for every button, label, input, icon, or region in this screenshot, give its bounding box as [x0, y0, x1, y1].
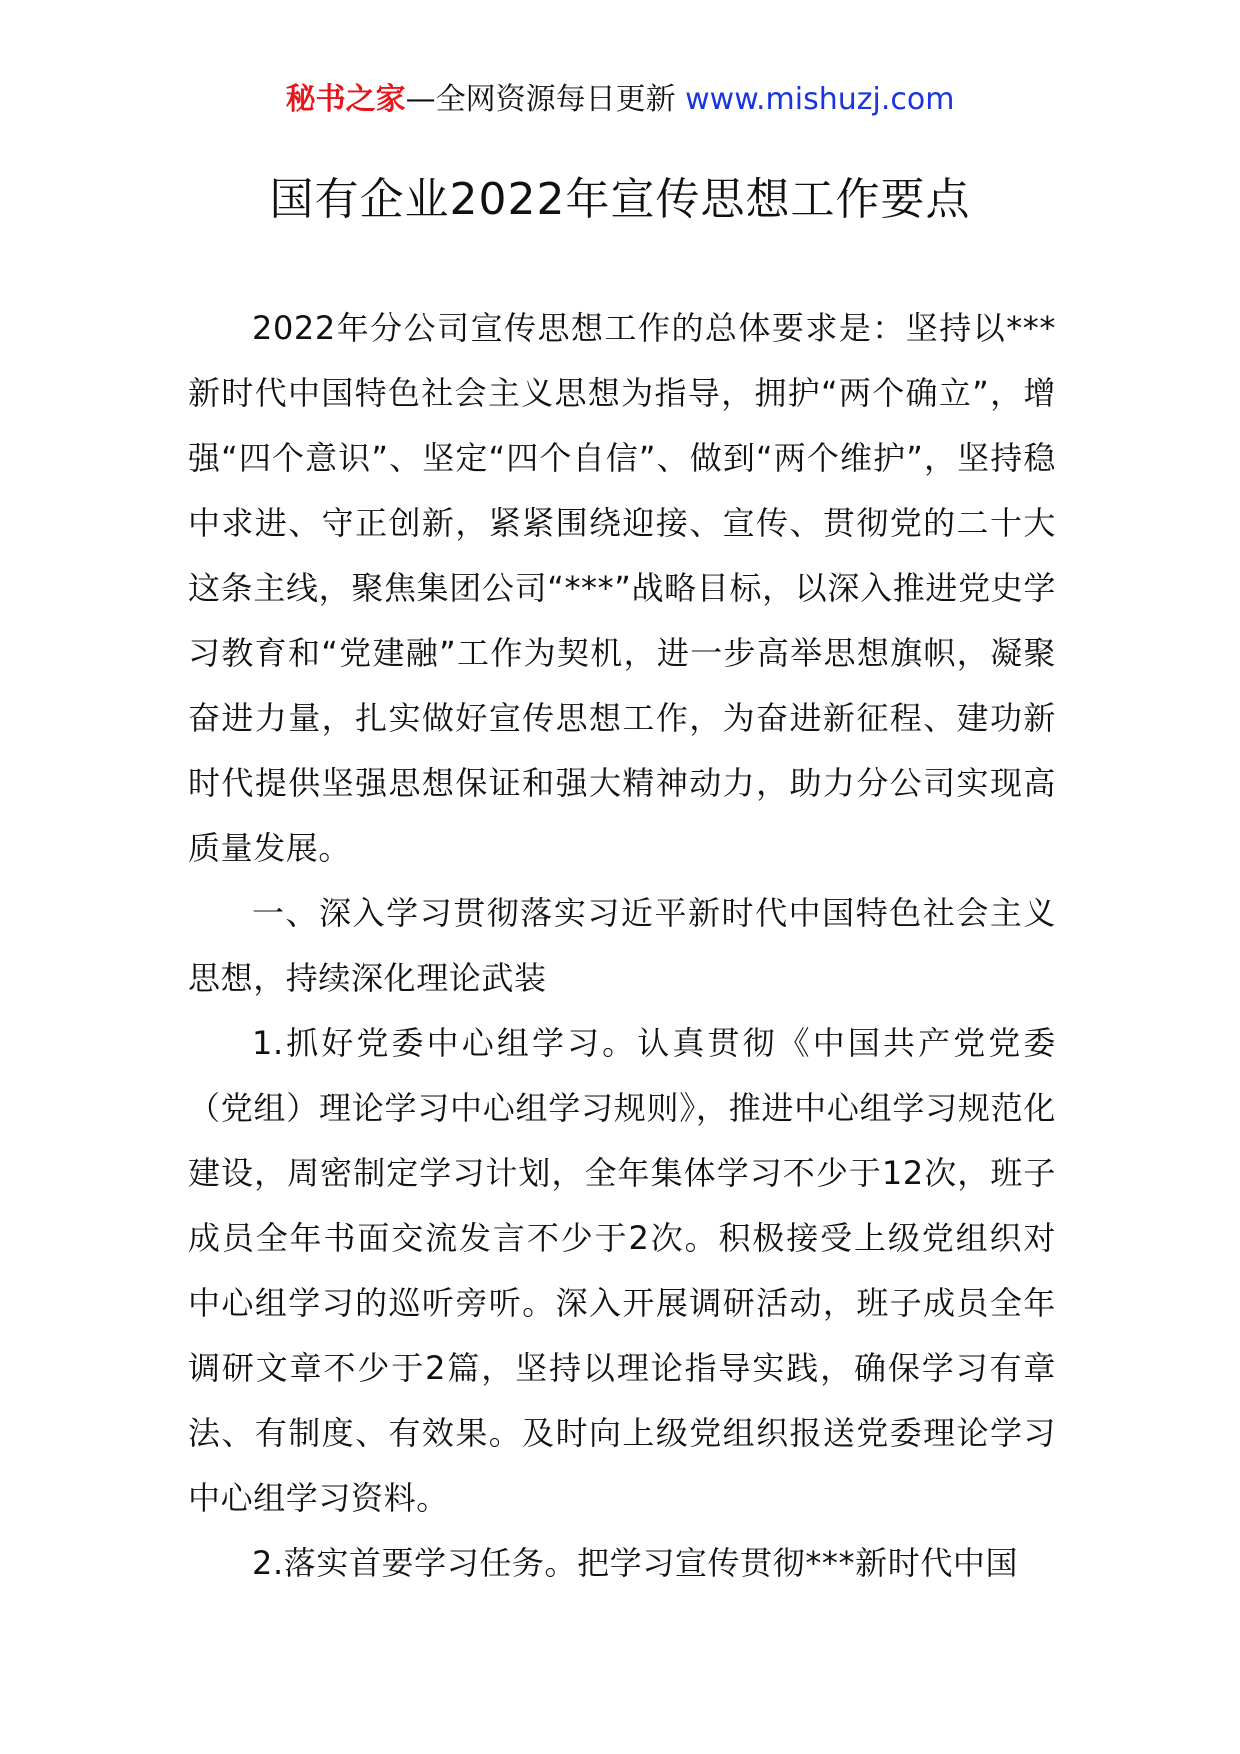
document-title: 国有企业2022年宣传思想工作要点	[269, 174, 971, 225]
paragraph-item-2: 2.落实首要学习任务。把学习宣传贯彻***新时代中国	[252, 1544, 1019, 1582]
section-heading-1: 一、深入学习贯彻落实习近平新时代中国特色社会主义思想，持续深化理论武装	[188, 894, 1056, 997]
site-brand: 秘书之家	[285, 82, 406, 117]
site-header	[0, 78, 1240, 122]
paragraph-intro: 2022年分公司宣传思想工作的总体要求是：坚持以***新时代中国特色社会主义思想为指导，拥护“两个确立”，增强“四个意识”、坚定“四个自信”、做到“两个维护”，坚持稳中求进、守正创新，紧紧围绕迎接、宣传、贯彻党的二十大这条主线，聚焦集团公司“***”战略目标，以深入推进党史学习教育和“党建融”工作为契机，进一步高举思想旗帜，凝聚奋进力量，扎实做好宣传思想工作，为奋进新征程、建功新时代提供坚强思想保证和强大精神动力，助力分公司实现高质量发展。	[188, 309, 1056, 867]
site-url-link[interactable]: www.mishuzj.com	[685, 82, 955, 117]
document-body	[188, 296, 1056, 1596]
site-tagline: —全网资源每日更新	[405, 82, 686, 117]
paragraph-item-1: 1.抓好党委中心组学习。认真贯彻《中国共产党党委（党组）理论学习中心组学习规则》，推进中心组学习规范化建设，周密制定学习计划，全年集体学习不少于12次，班子成员全年书面交流发言不少于2次。积极接受上级党组织对中心组学习的巡听旁听。深入开展调研活动，班子成员全年调研文章不少于2篇，坚持以理论指导实践，确保学习有章法、有制度、有效果。及时向上级党组织报送党委理论学习中心组学习资料。	[188, 1024, 1056, 1517]
